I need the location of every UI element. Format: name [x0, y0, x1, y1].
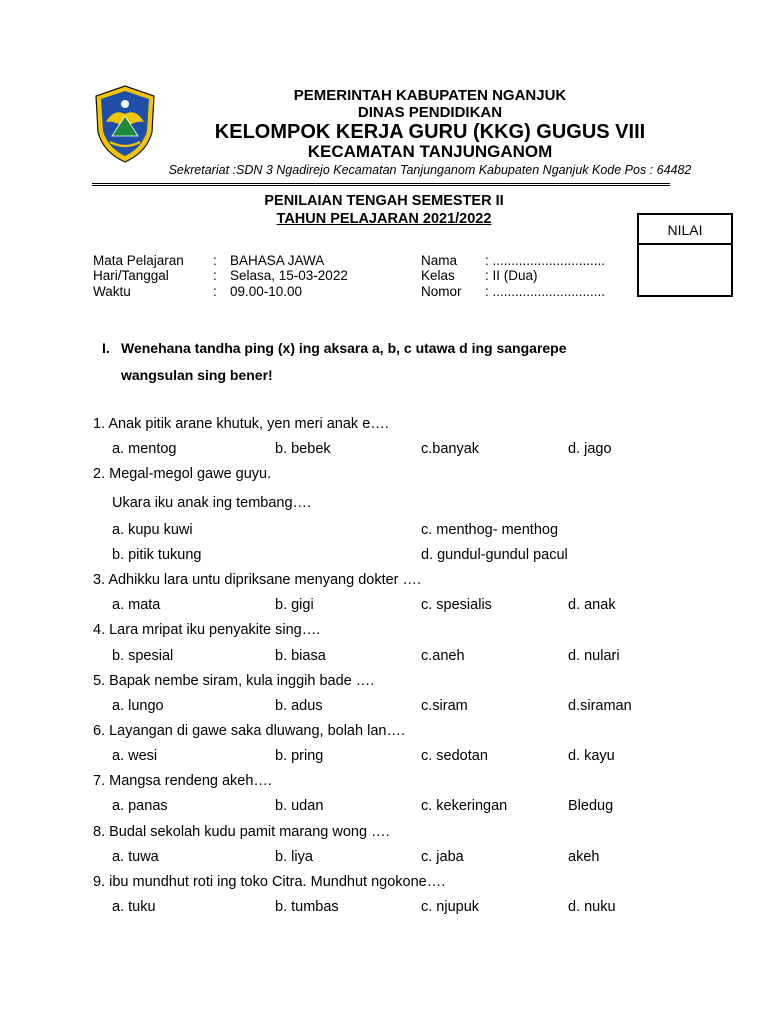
question-text: Ukara iku anak ing tembang…. [112, 495, 312, 511]
answer-option-c[interactable]: c.aneh [421, 648, 465, 664]
answer-option-d[interactable]: d. nulari [568, 648, 620, 664]
answer-option-b[interactable]: b. pring [275, 748, 324, 764]
answer-option-b[interactable]: b. liya [275, 849, 313, 865]
colon: : [213, 284, 217, 299]
score-box [637, 213, 733, 297]
government-title: PEMERINTAH KABUPATEN NGANJUK [293, 87, 567, 104]
question-text: 6. Layangan di gawe saka dluwang, bolah lan…. [93, 723, 405, 739]
answer-option-c[interactable]: c. sedotan [421, 748, 488, 764]
answer-option-b[interactable]: b. biasa [275, 648, 326, 664]
district-title: KECAMATAN TANJUNGANOM [307, 142, 553, 161]
answer-option-a[interactable]: a. lungo [112, 698, 164, 714]
answer-option-c[interactable]: c.banyak [421, 441, 480, 457]
header-divider [92, 185, 670, 186]
number-field[interactable]: : .............................. [485, 284, 606, 299]
answer-option-a[interactable]: a. tuwa [112, 849, 159, 865]
name-label: Nama [421, 253, 458, 268]
time-label: Waktu [93, 284, 131, 299]
date-value: Selasa, 15-03-2022 [230, 268, 348, 283]
date-label: Hari/Tanggal [93, 268, 169, 283]
answer-option-d[interactable]: d. jago [568, 441, 612, 457]
secretariat-address: Sekretariat :SDN 3 Ngadirejo Kecamatan Tanjunganom Kabupaten Nganjuk Kode Pos : 64482 [168, 163, 692, 177]
question-text: 8. Budal sekolah kudu pamit marang wong …. [93, 824, 390, 840]
answer-option-c[interactable]: c. spesialis [421, 597, 492, 613]
question-text: 3. Adhikku lara untu dipriksane menyang dokter …. [93, 572, 422, 588]
answer-option-b[interactable]: b. bebek [275, 441, 331, 457]
exam-title: PENILAIAN TENGAH SEMESTER II [264, 193, 504, 209]
colon: : [213, 268, 217, 283]
answer-option-a[interactable]: b. spesial [112, 648, 174, 664]
group-title: KELOMPOK KERJA GURU (KKG) GUGUS VIII [214, 121, 646, 143]
answer-option-a[interactable]: a. panas [112, 798, 168, 814]
answer-option-b[interactable]: b. gigi [275, 597, 314, 613]
answer-option-d[interactable]: d. anak [568, 597, 616, 613]
section-instruction: wangsulan sing bener! [121, 367, 273, 383]
answer-option-d[interactable]: Bledug [568, 798, 614, 814]
question-text: 9. ibu mundhut roti ing toko Citra. Mundhut ngokone…. [93, 874, 446, 890]
academic-year: TAHUN PELAJARAN 2021/2022 [276, 211, 492, 227]
subject-value: BAHASA JAWA [230, 253, 325, 268]
class-label: Kelas [421, 268, 455, 283]
section-instruction: Wenehana tandha ping (x) ing aksara a, b, c utawa d ing sangarepe [121, 340, 567, 356]
answer-option-b[interactable]: b. udan [275, 798, 324, 814]
answer-option-a[interactable]: a. mentog [112, 441, 177, 457]
answer-option-a[interactable]: a. kupu kuwi [112, 522, 193, 538]
subject-label: Mata Pelajaran [93, 253, 184, 268]
question-text: 1. Anak pitik arane khutuk, yen meri anak e…. [93, 416, 389, 432]
number-label: Nomor [421, 284, 462, 299]
answer-option-c[interactable]: c.siram [421, 698, 468, 714]
answer-option-d[interactable]: d.siraman [568, 698, 632, 714]
answer-option-b[interactable]: b. pitik tukung [112, 547, 202, 563]
answer-option-d[interactable]: d. nuku [568, 899, 616, 915]
answer-option-c[interactable]: c. kekeringan [421, 798, 508, 814]
question-text: 2. Megal-megol gawe guyu. [93, 466, 272, 482]
answer-option-d[interactable]: d. gundul-gundul pacul [421, 547, 568, 563]
answer-option-c[interactable]: c. jaba [421, 849, 464, 865]
answer-option-b[interactable]: b. tumbas [275, 899, 339, 915]
time-value: 09.00-10.00 [230, 284, 303, 299]
colon: : [213, 253, 217, 268]
answer-option-a[interactable]: a. mata [112, 597, 161, 613]
section-numeral: I. [102, 340, 110, 356]
answer-option-c[interactable]: c. njupuk [421, 899, 480, 915]
name-field[interactable]: : .............................. [485, 253, 606, 268]
office-title: DINAS PENDIDIKAN [357, 104, 503, 121]
answer-option-d[interactable]: d. kayu [568, 748, 615, 764]
question-text: 5. Bapak nembe siram, kula inggih bade …. [93, 673, 375, 689]
answer-option-a[interactable]: a. wesi [112, 748, 158, 764]
answer-option-a[interactable]: a. tuku [112, 899, 156, 915]
question-text: 7. Mangsa rendeng akeh…. [93, 773, 272, 789]
answer-option-c[interactable]: c. menthog- menthog [421, 522, 559, 538]
answer-option-b[interactable]: b. adus [275, 698, 323, 714]
score-label: NILAI [639, 215, 731, 245]
header-divider [92, 183, 670, 184]
class-value: : II (Dua) [485, 268, 538, 283]
question-text: 4. Lara mripat iku penyakite sing…. [93, 622, 321, 638]
answer-option-d[interactable]: akeh [568, 849, 600, 865]
